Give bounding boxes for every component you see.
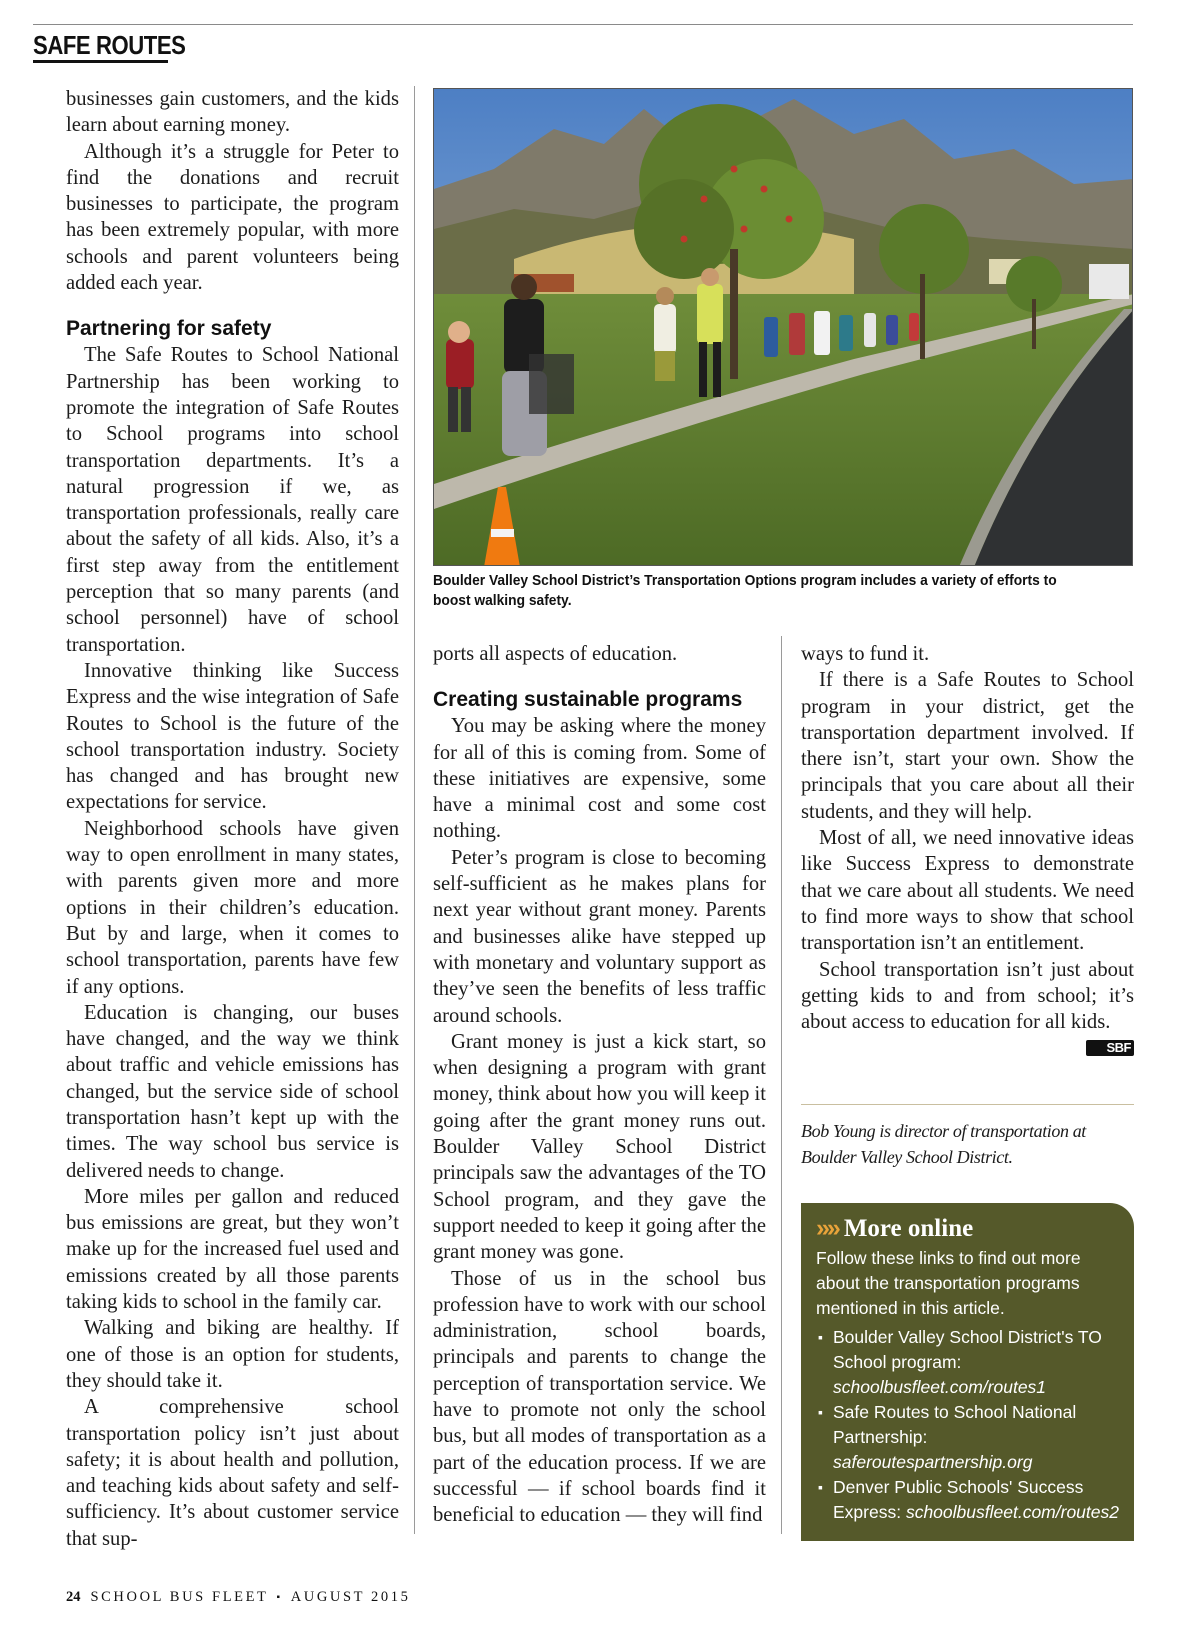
- paragraph: businesses gain customers, and the kids learn about earning money.: [66, 88, 399, 137]
- column-divider: [414, 86, 415, 1534]
- paragraph: Education is changing, our buses have changed, and the way we think about traffic and vehicle emissions has changed, but the service side of school transportation hasn’t kept up with the times. The way school bus service is delivered needs to change.: [66, 1001, 399, 1182]
- link-description: Denver Public Schools' Success Express:: [833, 1477, 1084, 1522]
- end-mark-badge: SBF: [1086, 1040, 1135, 1056]
- page-number: 24: [66, 1589, 81, 1605]
- square-bullet-icon: ▪: [818, 1404, 823, 1420]
- paragraph: Peter’s program is close to becoming self-sufficient as he makes plans for next year without grant money. Parents and businesses alike have stepped up with monetary and voluntary support as they’ve seen the benefits of less traffic around schools.: [433, 846, 766, 1027]
- double-chevron-icon: »»: [816, 1214, 838, 1242]
- link-list: [816, 1325, 1120, 1525]
- link-list-item: [816, 1325, 1120, 1400]
- section-underline: [33, 60, 168, 63]
- link-saferoutespartnership[interactable]: saferoutespartnership.org: [833, 1452, 1033, 1472]
- more-online-title: [816, 1213, 1120, 1244]
- walking-photo-illustration: [434, 89, 1133, 566]
- paragraph: ways to fund it.: [801, 643, 930, 665]
- more-online-box: [801, 1203, 1134, 1541]
- article-column-2: [433, 641, 766, 1529]
- footer-separator-icon: ▪: [276, 1592, 283, 1604]
- page-footer: [66, 1589, 410, 1606]
- paragraph: You may be asking where the money for all of this is coming from. Some of these initiatives are expensive, some have a minimal cost and some cost nothing.: [433, 715, 766, 843]
- subheading-partnering: Partnering for safety: [66, 317, 272, 341]
- article-column-3: [801, 641, 1134, 1056]
- link-list-item: [816, 1475, 1120, 1525]
- link-description: Boulder Valley School District's TO School program:: [833, 1327, 1102, 1372]
- publication-name: SCHOOL BUS FLEET: [90, 1589, 269, 1605]
- column-divider: [781, 636, 782, 1534]
- paragraph: More miles per gallon and reduced bus emissions are great, but they won’t make up for the increased fuel used and emissions created by all those parents taking kids to school in the family car.: [66, 1185, 399, 1314]
- bio-rule: [801, 1104, 1134, 1105]
- article-column-1: [66, 86, 399, 1552]
- more-online-heading: More online: [843, 1215, 974, 1242]
- square-bullet-icon: ▪: [818, 1329, 823, 1345]
- article-photo: [433, 88, 1133, 566]
- paragraph: Those of us in the school bus profession have to work with our school administration, school boards, principals and parents to change the perception of transportation service. We have to promote not only the school bus, but all modes of transportation as a part of the education process. If we are successful — if school boards find it beneficial to education — they will find: [433, 1267, 766, 1527]
- subheading-sustainable: Creating sustainable programs: [433, 688, 743, 712]
- paragraph: Walking and biking are healthy. If one of those is an option for students, they should take it.: [66, 1317, 399, 1392]
- closing-sentence: School transportation isn’t just about getting kids to and from school; it’s about access to education for all kids.: [801, 958, 1134, 1034]
- paragraph: Although it’s a struggle for Peter to find the donations and recruit businesses to participate, the program has been extremely popular, with more schools and parent volunteers being added each year.: [66, 140, 399, 295]
- photo-caption: Boulder Valley School District’s Transportation Options program includes a variety of efforts to boost walking safety.: [433, 572, 1057, 609]
- square-bullet-icon: ▪: [818, 1479, 823, 1495]
- paragraph: A comprehensive school transportation policy isn’t just about safety; it is about health and pollution, and teaching kids about safety and self-sufficiency. It’s about customer service that sup-: [66, 1396, 399, 1550]
- paragraph: ports all aspects of education.: [433, 643, 678, 665]
- author-bio: Bob Young is director of transportation at Boulder Valley School District.: [801, 1121, 1086, 1167]
- link-schoolbusfleet-routes1[interactable]: schoolbusfleet.com/routes1: [833, 1377, 1047, 1397]
- issue-date: AUGUST 2015: [290, 1589, 411, 1605]
- paragraph: [801, 957, 1134, 1056]
- section-label: SAFE ROUTES: [33, 30, 186, 60]
- paragraph: The Safe Routes to School National Partnership has been working to promote the integration of Safe Routes to School programs into school transportation departments. It’s a natural progression if we, as transportation professionals, really care about the safety of all kids. Also, it’s a first step away from the entitlement perception that so many parents (and school personnel) have of school transportation.: [66, 344, 399, 656]
- link-description: Safe Routes to School National Partnership:: [833, 1402, 1077, 1447]
- top-rule: [33, 24, 1133, 25]
- paragraph: Most of all, we need innovative ideas like Success Express to demonstrate that we care about all students. We need to find more ways to show that school transportation isn’t an entitlement.: [801, 827, 1134, 955]
- more-online-intro: Follow these links to find out more about the transportation programs mentioned in this article.: [816, 1248, 1081, 1318]
- link-list-item: [816, 1400, 1120, 1475]
- paragraph: If there is a Safe Routes to School program in your district, get the transportation department involved. If there isn’t, start your own. Show the principals that you care about all their students, and they will help.: [801, 669, 1134, 823]
- link-schoolbusfleet-routes2[interactable]: schoolbusfleet.com/routes2: [905, 1502, 1119, 1522]
- paragraph: Grant money is just a kick start, so when designing a program with grant money, think about how you will keep it going after the grant money runs out. Boulder Valley School District principals saw the advantages of the TO School program, and they gave the support needed to keep it going after the grant money was gone.: [433, 1030, 766, 1264]
- paragraph: Innovative thinking like Success Express and the wise integration of Safe Routes to School is the future of the school transportation industry. Society has changed and has brought new expectations for service.: [66, 659, 399, 814]
- paragraph: Neighborhood schools have given way to open enrollment in many states, with parents given more and more options in their children’s education. But by and large, when it comes to school transportation, parents have few if any options.: [66, 817, 399, 998]
